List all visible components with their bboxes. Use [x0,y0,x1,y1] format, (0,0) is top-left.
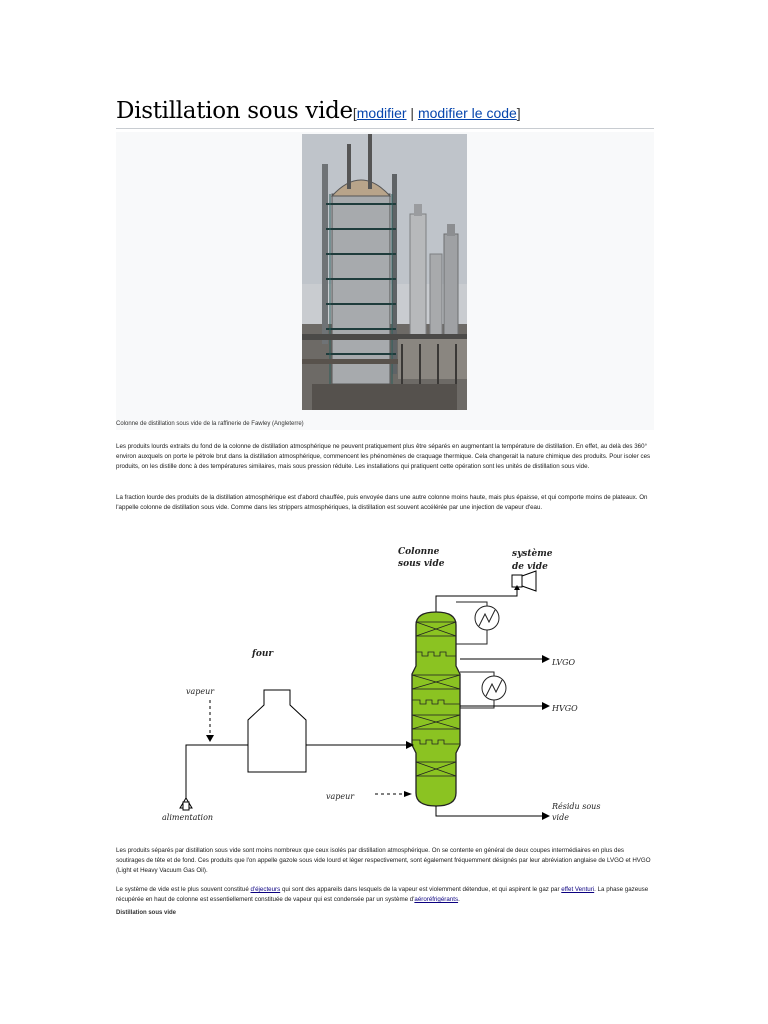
edit-separator: | [406,105,418,121]
p4-text-b: qui sont des appareils dans lesquels de la vapeur est violemment détendue, et qui aspirent le gaz par [280,886,562,893]
edit-link[interactable]: modifier [356,105,407,121]
vacuum-column [412,612,460,806]
furnace [248,690,306,772]
link-ejecteurs[interactable]: d'éjecteurs [250,886,281,893]
link-effet-venturi[interactable]: effet Venturi [561,886,595,893]
label-hvgo: HVGO [552,704,578,713]
label-colonne-2: sous vide [398,559,445,569]
figure-box [116,132,654,430]
label-colonne-1: Colonne [398,547,440,557]
label-four: four [252,649,274,659]
label-vapeur-top: vapeur [186,687,215,696]
label-systeme-2: de vide [512,562,548,572]
edit-code-link[interactable]: modifier le code [417,105,517,121]
refinery-photo [302,134,467,410]
paragraph-4 [116,885,654,905]
vacuum-distillation-diagram [150,540,620,830]
edit-links [353,105,521,121]
figure-caption: Colonne de distillation sous vide de la raffinerie de Fawley (Angleterre) [116,421,304,427]
label-vapeur-bottom: vapeur [326,792,355,801]
p4-text-c: . La phase gazeuse récupérée en haut de colonne est essentiellement constituée de vapeur qui est condensée par un système d' [116,886,649,903]
section-footer-label: Distillation sous vide [116,910,177,916]
label-systeme-1: système [512,549,553,559]
paragraph-2: La fraction lourde des produits de la distillation atmosphérique est d'abord chauffée, puis envoyée dans une autre colonne moins haute, mais plus épaisse, et qui comporte moins de plateaux. On l'appelle colonne de distillation sous vide. Comme dans les strippers atmosphériques, la distillation est souvent accélérée par une injection de vapeur d'eau. [116,494,648,511]
label-residu-1: Résidu sous [552,802,601,811]
section-heading [116,98,654,129]
paragraph-1: Les produits lourds extraits du fond de la colonne de distillation atmosphérique ne peuvent pratiquement plus être séparés en augmentant la température de distillation. En effet, au delà des 360° environ auxquels on porte le pétrole brut dans la distillation atmosphérique, commencent les phénomènes de craquage thermique. Cela changerait la nature chimique des produits. Pour isoler ces produits, on les distille donc à des températures similaires, mais sous pression réduite. Les installations qui pratiquent cette opération sont les unités de distillation sous vide. [116,443,651,470]
paragraph-3: Les produits séparés par distillation sous vide sont moins nombreux que ceux isolés par distillation atmosphérique. On se contente en général de deux coupes intermédiaires en plus des soutirages de tête et de fond. Ces produits que l'on appelle gazole sous vide lourd et léger respectivement, sont également fréquemment désignés par leur abréviation anglaise de LVGO et HVGO (Light et Heavy Vacuum Gas Oil). [116,847,651,874]
p4-text-a: Le système de vide est le plus souvent constitué [116,886,251,893]
p4-text-d: . [458,896,460,903]
vacuum-ejector-nozzle [522,571,536,591]
label-lvgo: LVGO [552,658,576,667]
label-residu-2: vide [552,813,569,822]
label-alimentation: alimentation [162,813,214,822]
link-aerorefrigerants[interactable]: aéroréfrigérants [414,896,459,903]
bracket-open: [ [352,105,357,121]
section-title: Distillation sous vide [116,98,353,124]
bracket-close: ] [516,105,521,121]
